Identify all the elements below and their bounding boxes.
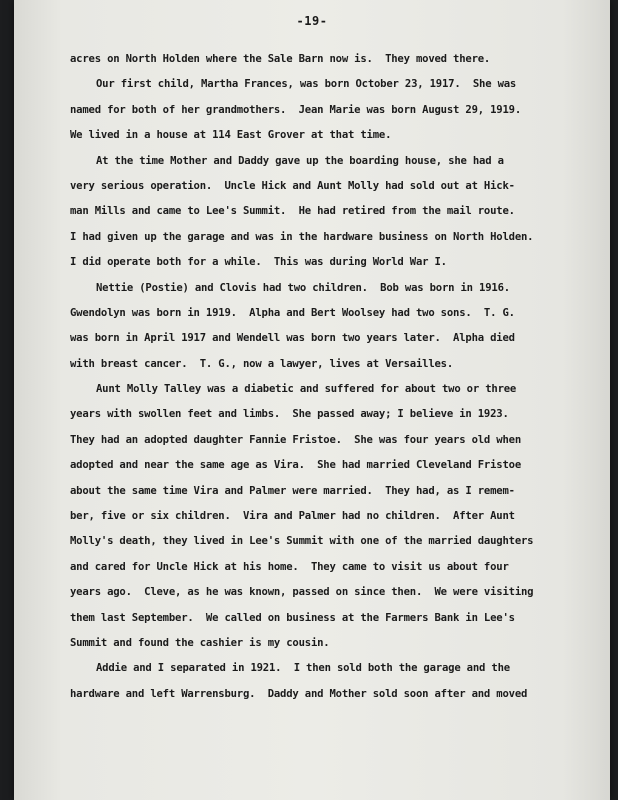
page-number: -19- xyxy=(296,14,328,28)
text-line: with breast cancer. T. G., now a lawyer, lives at Versailles. xyxy=(70,357,454,370)
text-line: was born in April 1917 and Wendell was born two years later. Alpha died xyxy=(70,332,515,345)
text-line: years ago. Cleve, as he was known, passed on since then. We were visiting xyxy=(70,586,534,599)
text-line: I did operate both for a while. This was during World War I. xyxy=(70,256,447,269)
text-line: Addie and I separated in 1921. I then sold both the garage and the xyxy=(96,662,510,675)
text-line: ber, five or six children. Vira and Palmer had no children. After Aunt xyxy=(70,510,515,523)
document-page xyxy=(14,0,610,800)
text-line: At the time Mother and Daddy gave up the boarding house, she had a xyxy=(96,154,504,167)
text-line: named for both of her grandmothers. Jean Marie was born August 29, 1919. xyxy=(70,103,521,116)
text-line: We lived in a house at 114 East Grover at that time. xyxy=(70,129,392,142)
text-line: years with swollen feet and limbs. She passed away; I believe in 1923. xyxy=(70,408,509,421)
text-line: hardware and left Warrensburg. Daddy and Mother sold soon after and moved xyxy=(70,687,528,700)
text-line: Nettie (Postie) and Clovis had two children. Bob was born in 1916. xyxy=(96,281,510,294)
page-body-text xyxy=(70,47,580,707)
text-line: adopted and near the same age as Vira. She had married Cleveland Fristoe xyxy=(70,459,521,472)
text-line: and cared for Uncle Hick at his home. They came to visit us about four xyxy=(70,560,509,573)
text-line: They had an adopted daughter Fannie Fristoe. She was four years old when xyxy=(70,433,521,446)
text-line: Summit and found the cashier is my cousin. xyxy=(70,636,330,649)
text-line: about the same time Vira and Palmer were married. They had, as I remem- xyxy=(70,484,515,497)
text-line: acres on North Holden where the Sale Barn now is. They moved there. xyxy=(70,53,491,65)
text-line: very serious operation. Uncle Hick and Aunt Molly had sold out at Hick- xyxy=(70,179,515,192)
text-line: Our first child, Martha Frances, was born October 23, 1917. She was xyxy=(96,78,517,91)
text-line: I had given up the garage and was in the hardware business on North Holden. xyxy=(70,230,534,243)
text-line: Molly's death, they lived in Lee's Summit with one of the married daughters xyxy=(70,535,534,548)
text-line: Gwendolyn was born in 1919. Alpha and Bert Woolsey had two sons. T. G. xyxy=(70,306,515,319)
text-line: man Mills and came to Lee's Summit. He had retired from the mail route. xyxy=(70,205,515,218)
text-line: Aunt Molly Talley was a diabetic and suffered for about two or three xyxy=(96,383,517,396)
text-line: them last September. We called on business at the Farmers Bank in Lee's xyxy=(70,611,515,624)
